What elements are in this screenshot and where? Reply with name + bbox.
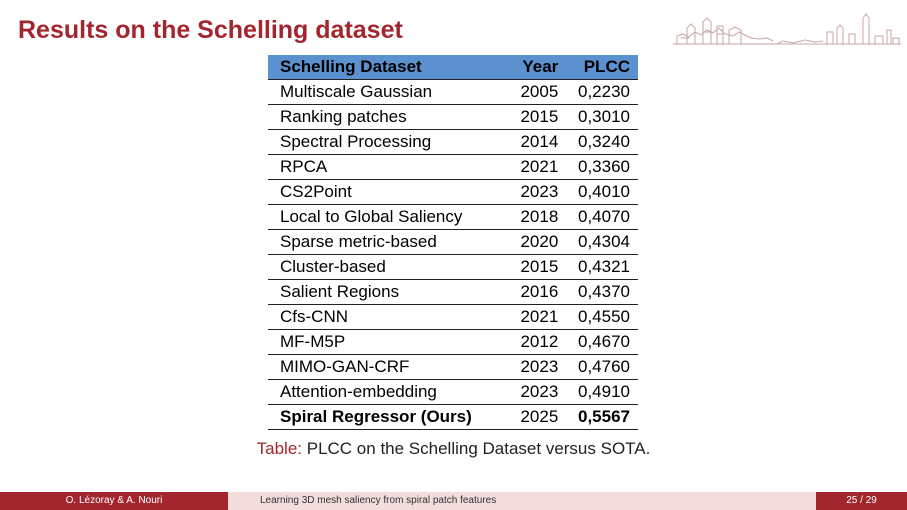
column-header-dataset: Schelling Dataset bbox=[268, 55, 512, 80]
year-cell: 2021 bbox=[512, 155, 567, 180]
plcc-cell: 0,4010 bbox=[566, 180, 638, 205]
method-cell: MF-M5P bbox=[268, 330, 512, 355]
plcc-cell: 0,4760 bbox=[566, 355, 638, 380]
footer bbox=[0, 492, 907, 510]
year-cell: 2023 bbox=[512, 380, 567, 405]
method-cell: Spiral Regressor (Ours) bbox=[268, 405, 512, 430]
table-row bbox=[268, 355, 638, 380]
method-cell: CS2Point bbox=[268, 180, 512, 205]
method-cell: RPCA bbox=[268, 155, 512, 180]
results-table bbox=[268, 55, 638, 430]
year-cell: 2023 bbox=[512, 180, 567, 205]
method-cell: Attention-embedding bbox=[268, 380, 512, 405]
plcc-cell: 0,3360 bbox=[566, 155, 638, 180]
table-row bbox=[268, 380, 638, 405]
year-cell: 2025 bbox=[512, 405, 567, 430]
year-cell: 2018 bbox=[512, 205, 567, 230]
footer-page-number: 25 / 29 bbox=[816, 492, 907, 510]
year-cell: 2014 bbox=[512, 130, 567, 155]
table-caption bbox=[0, 439, 907, 459]
column-header-year: Year bbox=[512, 55, 567, 80]
table-row bbox=[268, 205, 638, 230]
table-row bbox=[268, 255, 638, 280]
year-cell: 2016 bbox=[512, 280, 567, 305]
method-cell: Multiscale Gaussian bbox=[268, 80, 512, 105]
caption-text: PLCC on the Schelling Dataset versus SOTA. bbox=[302, 439, 651, 458]
table-row bbox=[268, 80, 638, 105]
year-cell: 2015 bbox=[512, 255, 567, 280]
table-header-row bbox=[268, 55, 638, 80]
method-cell: Spectral Processing bbox=[268, 130, 512, 155]
table-row bbox=[268, 105, 638, 130]
caption-label: Table: bbox=[256, 439, 303, 458]
plcc-cell: 0,3240 bbox=[566, 130, 638, 155]
method-cell: Ranking patches bbox=[268, 105, 512, 130]
plcc-cell: 0,4910 bbox=[566, 380, 638, 405]
table-row bbox=[268, 230, 638, 255]
footer-authors: O. Lézoray & A. Nouri bbox=[0, 492, 228, 510]
year-cell: 2015 bbox=[512, 105, 567, 130]
method-cell: Local to Global Saliency bbox=[268, 205, 512, 230]
plcc-cell: 0,4550 bbox=[566, 305, 638, 330]
year-cell: 2023 bbox=[512, 355, 567, 380]
plcc-cell: 0,3010 bbox=[566, 105, 638, 130]
footer-talk-title: Learning 3D mesh saliency from spiral patch features bbox=[228, 492, 816, 510]
year-cell: 2012 bbox=[512, 330, 567, 355]
table-row bbox=[268, 305, 638, 330]
plcc-cell: 0,4670 bbox=[566, 330, 638, 355]
table-row bbox=[268, 280, 638, 305]
table-row bbox=[268, 330, 638, 355]
table-row-ours bbox=[268, 405, 638, 430]
year-cell: 2005 bbox=[512, 80, 567, 105]
table-row bbox=[268, 180, 638, 205]
method-cell: Cfs-CNN bbox=[268, 305, 512, 330]
year-cell: 2020 bbox=[512, 230, 567, 255]
method-cell: MIMO-GAN-CRF bbox=[268, 355, 512, 380]
method-cell: Cluster-based bbox=[268, 255, 512, 280]
year-cell: 2021 bbox=[512, 305, 567, 330]
plcc-cell: 0,5567 bbox=[566, 405, 638, 430]
method-cell: Salient Regions bbox=[268, 280, 512, 305]
plcc-cell: 0,4370 bbox=[566, 280, 638, 305]
table-row bbox=[268, 155, 638, 180]
plcc-cell: 0,4070 bbox=[566, 205, 638, 230]
column-header-plcc: PLCC bbox=[566, 55, 638, 80]
city-skyline-logo-icon bbox=[673, 8, 901, 48]
table-row bbox=[268, 130, 638, 155]
plcc-cell: 0,2230 bbox=[566, 80, 638, 105]
plcc-cell: 0,4304 bbox=[566, 230, 638, 255]
method-cell: Sparse metric-based bbox=[268, 230, 512, 255]
plcc-cell: 0,4321 bbox=[566, 255, 638, 280]
slide-title: Results on the Schelling dataset bbox=[18, 16, 403, 44]
